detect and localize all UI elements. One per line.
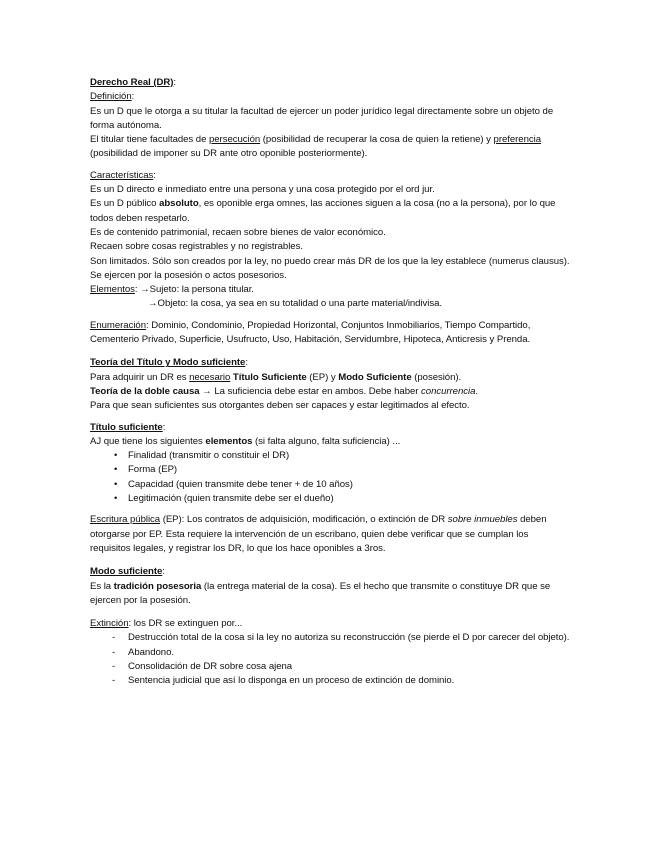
caracteristica-2: Es un D público absoluto, es oponible erga omnes, las acciones siguen a la cosa (no a la persona), por lo que todos deben respetarlo. xyxy=(90,198,556,224)
list-item: - Destrucción total de la cosa si la ley no autoriza su reconstrucción (se pierde el D por carecer del objeto). xyxy=(90,631,570,645)
caracteristica-6: Se ejercen por la posesión o actos posesorios. xyxy=(90,269,287,281)
list-item: • Capacidad (quien transmite debe tener + de 10 años) xyxy=(90,478,570,492)
elementos-objeto: →Objeto: la cosa, ya sea en su totalidad o una parte material/indivisa. xyxy=(148,298,443,310)
caracteristica-1: Es un D directo e inmediato entre una persona y una cosa protegido por el ord jur. xyxy=(90,184,435,196)
enumeracion: Enumeración: Dominio, Condominio, Propiedad Horizontal, Conjuntos Inmobiliarios, Tiempo Compartido, Cementerio Privado, Superficie, Usufructo, Uso, Habitación, Servidumbre, Hipoteca, Anticresis y Prenda. xyxy=(90,319,531,346)
extincion-heading: Extinción: los DR se extinguen por... xyxy=(90,618,243,630)
doc-title: Derecho Real (DR): xyxy=(90,77,177,88)
teoria-line-3: Para que sean suficientes sus otorgantes deben ser capaces y estar legitimados al efecto. xyxy=(90,400,470,412)
teoria-line-1: Para adquirir un DR es necesario Título Suficiente (EP) y Modo Suficiente (posesión). xyxy=(90,371,462,383)
titulo-heading: Título suficiente: xyxy=(90,421,166,433)
definicion-text: Es un D que le otorga a su titular la facultad de ejercer un poder jurídico legal directamente sobre un objeto de forma autónoma. xyxy=(90,105,554,131)
teoria-heading: Teoría del Título y Modo suficiente: xyxy=(90,357,248,369)
elementos-line: Elementos: →Sujeto: la persona titular. xyxy=(90,284,254,296)
definicion-heading: Definición: xyxy=(90,91,135,103)
caracteristicas-heading: Características: xyxy=(90,169,156,181)
facultades-text: El titular tiene facultades de persecución (posibilidad de recuperar la cosa de quien la retiene) y preferencia (posibilidad de imponer su DR ante otro oponible posteriormente). xyxy=(90,134,541,160)
list-item: - Consolidación de DR sobre cosa ajena xyxy=(90,660,570,674)
escritura-paragraph: Escritura pública (EP): Los contratos de adquisición, modificación, o extinción de DR sobre inmuebles deben otorgarse por EP. Esta requiere la intervención de un escribano, quien debe verificar que se cumplan los requisitos legales, y registrar los DR, lo que los hace oponibles a 3ros. xyxy=(90,514,547,554)
list-item: • Legitimación (quien transmite debe ser el dueño) xyxy=(90,492,570,506)
arrow-icon: → xyxy=(140,284,150,296)
arrow-icon: → xyxy=(148,298,158,310)
list-item: • Forma (EP) xyxy=(90,463,570,477)
extincion-list xyxy=(90,631,570,688)
caracteristica-3: Es de contenido patrimonial, recaen sobre bienes de valor económico. xyxy=(90,226,386,238)
modo-heading: Modo suficiente: xyxy=(90,566,165,578)
modo-text: Es la tradición posesoria (la entrega material de la cosa). Es el hecho que transmite o constituye DR que se ejercen por la posesión. xyxy=(90,580,551,606)
document-page xyxy=(90,76,570,689)
list-item: - Sentencia judicial que así lo disponga en un proceso de extinción de dominio. xyxy=(90,674,570,688)
caracteristica-4: Recaen sobre cosas registrables y no registrables. xyxy=(90,241,303,253)
arrow-icon: → xyxy=(202,385,212,397)
list-item: • Finalidad (transmitir o constituir el DR) xyxy=(90,449,570,463)
titulo-elements-list xyxy=(90,449,570,506)
caracteristica-5: Son limitados. Sólo son creados por la ley, no puedo crear más DR de los que la ley establece (numerus clausus). xyxy=(90,255,570,267)
teoria-line-2: Teoría de la doble causa → La suficiencia debe estar en ambos. Debe haber concurrencia. xyxy=(90,385,478,397)
list-item: - Abandono. xyxy=(90,646,570,660)
titulo-intro: AJ que tiene los siguientes elementos (si falta alguno, falta suficiencia) ... xyxy=(90,435,401,447)
